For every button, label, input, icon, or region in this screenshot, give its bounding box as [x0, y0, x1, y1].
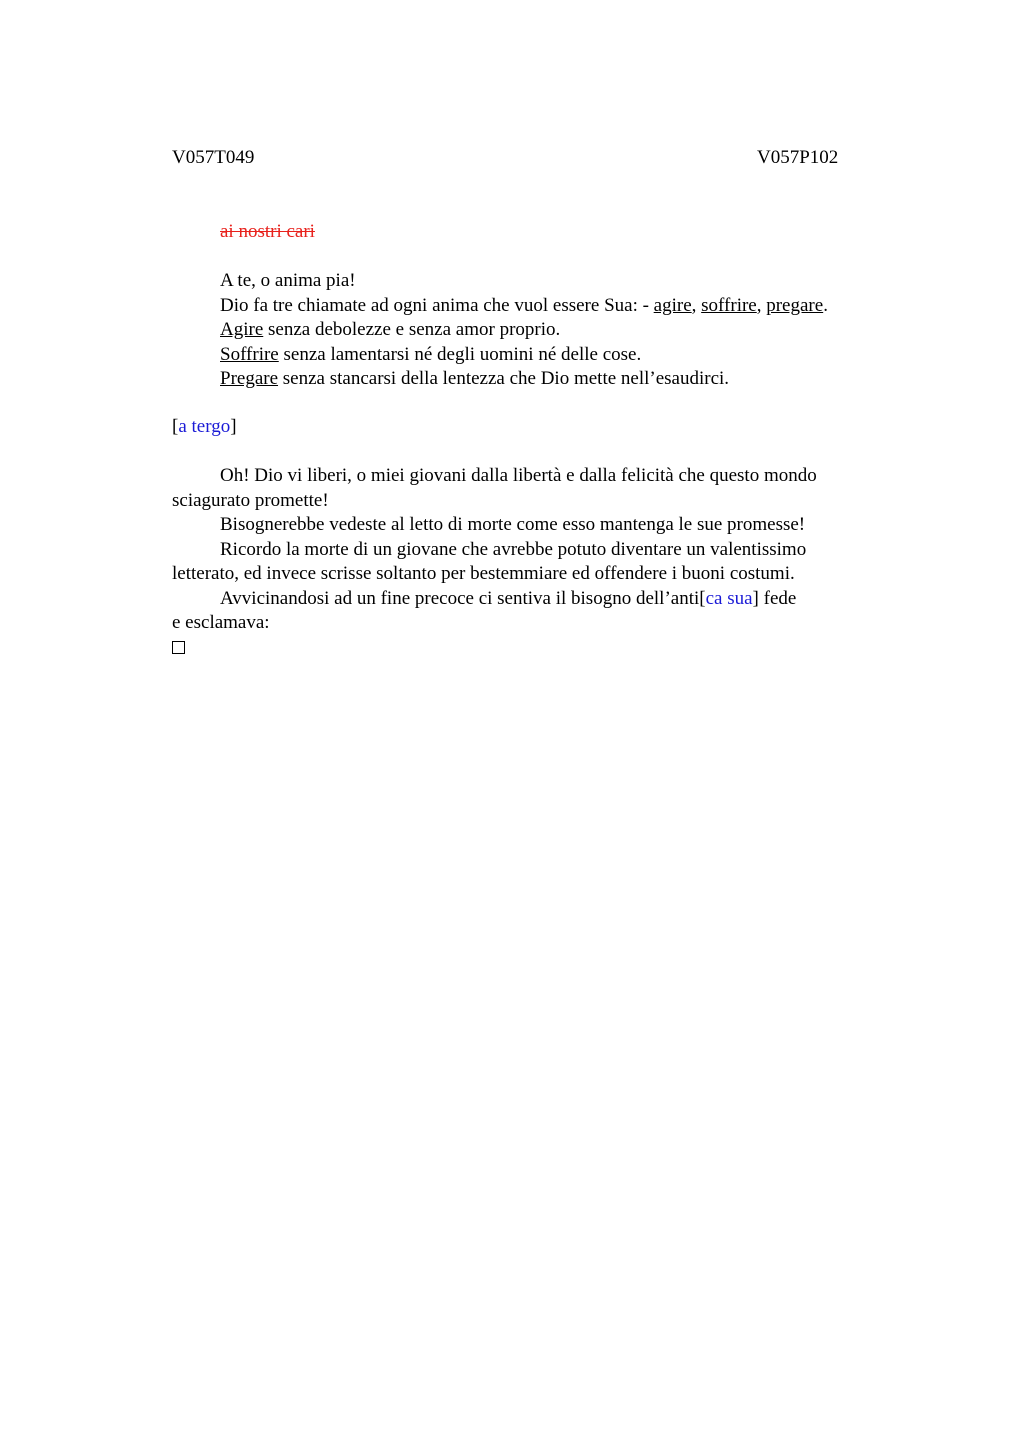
deleted-text: ai nostri cari [220, 221, 315, 242]
second-section [172, 464, 892, 660]
paragraph-line: Avvicinandosi ad un fine precoce ci sentiva il bisogno dell’anti[ca sua] fede [220, 587, 797, 609]
paragraph-line: e esclamava: [172, 612, 270, 633]
soffrire-line: Soffrire senza lamentarsi né degli uomini né delle cose. [220, 343, 642, 365]
paragraph-line: Ricordo la morte di un giovane che avrebbe potuto diventare un valentissimo [220, 538, 807, 560]
paragraph-line: Oh! Dio vi liberi, o miei giovani dalla libertà e dalla felicità che questo mondo [220, 465, 817, 486]
editor-note-ca-sua: ca sua [705, 587, 753, 609]
header-right-code: V057P102 [757, 147, 839, 168]
three-calls-line: Dio fa tre chiamate ad ogni anima che vuol essere Sua: - agire, soffrire, pregare. [220, 294, 828, 316]
underlined-agire: agire [653, 294, 692, 316]
paragraph-line: Bisognerebbe vedeste al letto di morte come esso mantenga le sue promesse! [220, 514, 806, 535]
deleted-dedication [172, 220, 892, 245]
pregare-line: Pregare senza stancarsi della lentezza che Dio mette nell’esaudirci. [220, 368, 730, 389]
verso-note: [a tergo] [172, 416, 237, 437]
editor-note-a-tergo: a tergo [178, 416, 231, 437]
header-left-code: V057T049 [172, 147, 255, 168]
greeting-line: A te, o anima pia! [220, 270, 356, 291]
agire-line: Agire senza debolezze e senza amor proprio. [220, 319, 561, 340]
pregare-word: Pregare [220, 368, 279, 389]
first-section [172, 269, 892, 392]
underlined-soffrire: soffrire [701, 294, 757, 316]
underlined-pregare: pregare [766, 294, 824, 316]
end-marker [172, 636, 892, 661]
paragraph-line: letterato, ed invece scrisse soltanto per bestemmiare ed offendere i buoni costumi. [172, 563, 795, 584]
agire-word: Agire [220, 319, 264, 340]
empty-square-icon [172, 641, 185, 654]
soffrire-word: Soffrire [220, 343, 279, 365]
paragraph-line: sciagurato promette! [172, 489, 329, 511]
